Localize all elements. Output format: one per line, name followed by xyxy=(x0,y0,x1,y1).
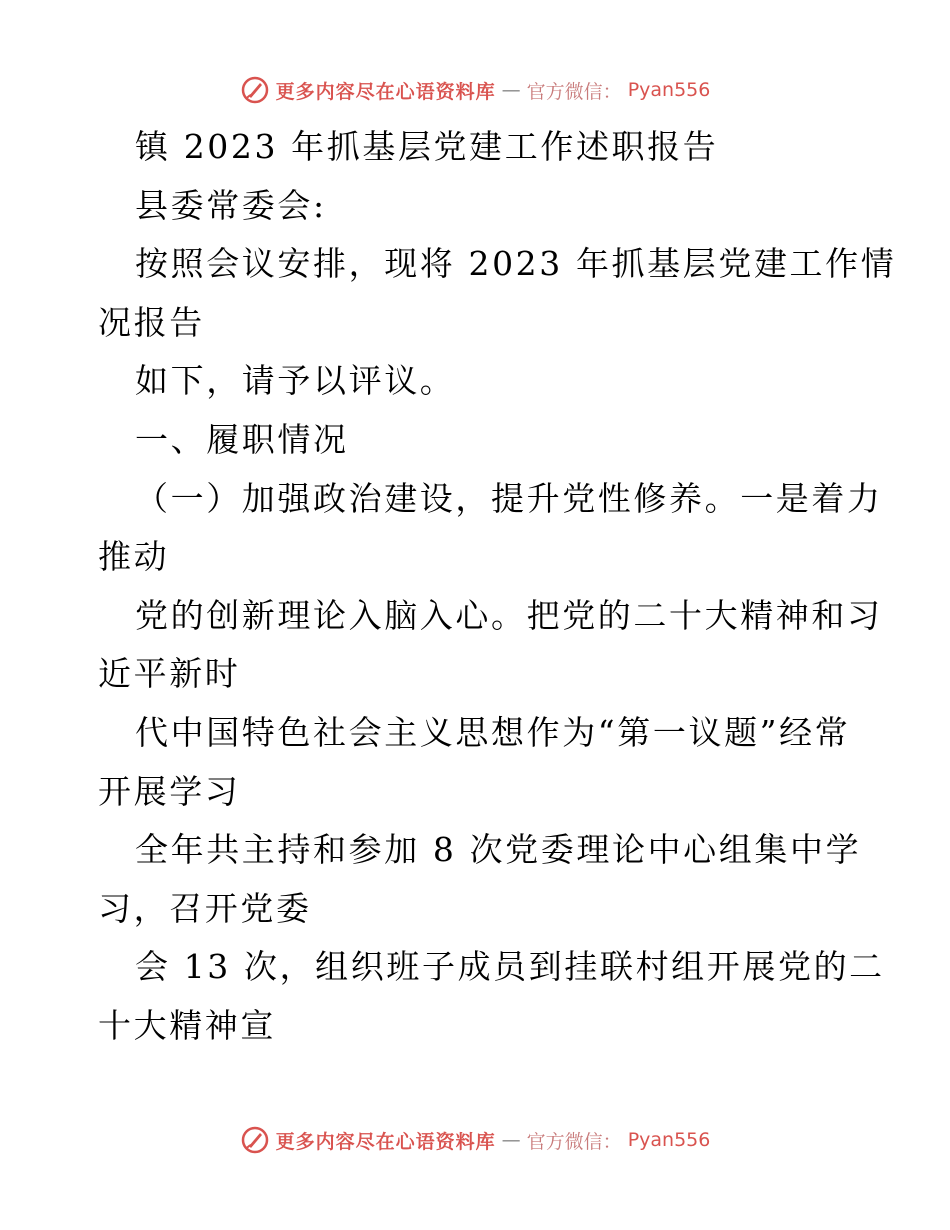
watermark-text: 更多内容尽在心语资料库 xyxy=(275,80,496,103)
document-line: 党的创新理论入脑入心。把党的二十大精神和习 xyxy=(135,595,883,635)
document-line: 近平新时 xyxy=(98,654,241,694)
document-line: 会 13 次，组织班子成员到挂联村组开展党的二 xyxy=(135,947,885,987)
document-line: 况报告 xyxy=(98,302,205,342)
watermark-text: 更多内容尽在心语资料库 xyxy=(275,1130,496,1153)
document-line: （一）加强政治建设，提升党性修养。一是着力 xyxy=(135,478,883,518)
document-line: 开展学习 xyxy=(98,771,241,811)
document-line: 镇 2023 年抓基层党建工作述职报告 xyxy=(135,127,719,166)
document-line: 按照会议安排，现将 2023 年抓基层党建工作情 xyxy=(135,244,897,284)
document-line: 习，召开党委 xyxy=(98,888,312,928)
document-line: 十大精神宣 xyxy=(98,1005,276,1045)
watermark-contact-label: 官方微信： xyxy=(526,80,622,103)
quill-pen-seal-icon xyxy=(240,75,270,105)
document-body xyxy=(98,118,897,1056)
quill-pen-seal-icon xyxy=(240,1125,270,1155)
watermark-dash: — xyxy=(501,79,521,101)
watermark-contact-label: 官方微信： xyxy=(526,1130,622,1153)
document-line: 代中国特色社会主义思想作为“第一议题”经常 xyxy=(135,712,851,752)
watermark-dash: — xyxy=(501,1129,521,1151)
document-line: 全年共主持和参加 8 次党委理论中心组集中学 xyxy=(135,830,862,870)
document-line: 推动 xyxy=(98,537,170,577)
footer-watermark xyxy=(0,1120,950,1160)
watermark-handle: Pyan556 xyxy=(627,79,711,101)
document-line: 县委常委会: xyxy=(135,185,327,225)
watermark-handle: Pyan556 xyxy=(627,1129,711,1151)
document-line: 如下，请予以评议。 xyxy=(135,361,456,401)
header-watermark xyxy=(0,70,950,110)
document-line: 一、履职情况 xyxy=(135,419,349,459)
